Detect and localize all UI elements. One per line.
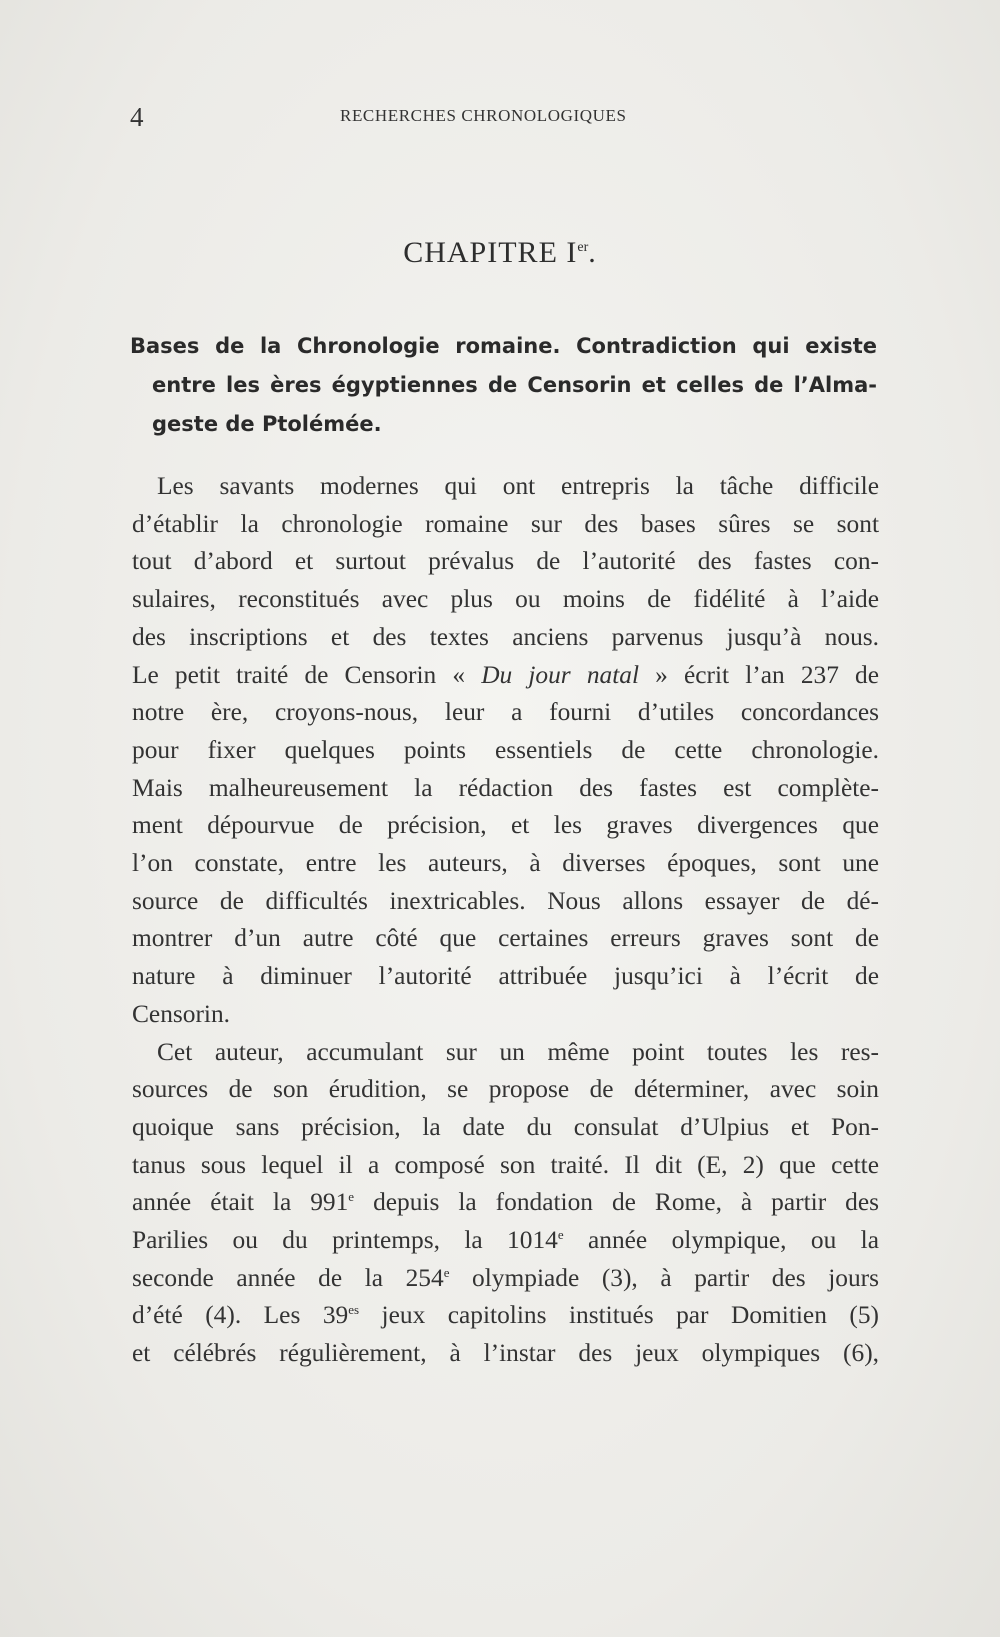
body-line: tanus sous lequel il a composé son traité. Il dit (E, 2) que cette bbox=[132, 1150, 879, 1179]
body-line: tout d’abord et surtout prévalus de l’autorité des fastes con- bbox=[132, 547, 879, 576]
summary-line: geste de Ptolémée. bbox=[152, 412, 382, 436]
body-line: nature à diminuer l’autorité attribuée jusqu’ici à l’écrit de bbox=[132, 962, 879, 991]
summary-line: Bases de la Chronologie romaine. Contradiction qui existe bbox=[130, 334, 877, 358]
body-text-segment: année était la 991 bbox=[132, 1188, 349, 1217]
page-number: 4 bbox=[130, 102, 144, 132]
body-line: Censorin. bbox=[132, 999, 231, 1028]
body-line: d’établir la chronologie romaine sur des bases sûres se sont bbox=[132, 509, 879, 538]
book-title-italic: Du jour natal bbox=[481, 660, 640, 689]
body-line: quoique sans précision, la date du consulat d’Ulpius et Pon- bbox=[132, 1112, 879, 1141]
page-header bbox=[130, 100, 880, 140]
body-line: ment dépourvue de précision, et les graves divergences que bbox=[132, 811, 879, 840]
body-line: source de difficultés inextricables. Nous allons essayer de dé- bbox=[132, 886, 879, 915]
body-line bbox=[132, 1260, 879, 1298]
body-line: et célébrés régulièrement, à l’instar des jeux olympiques (6), bbox=[132, 1339, 879, 1368]
body-line bbox=[132, 1297, 879, 1335]
body-text-segment: d’été (4). Les 39 bbox=[132, 1301, 349, 1330]
body-line bbox=[132, 1184, 879, 1222]
body-line: l’on constate, entre les auteurs, à diverses époques, sont une bbox=[132, 849, 879, 878]
chapter-summary bbox=[130, 327, 877, 444]
body-text-segment: Le petit traité de Censorin « bbox=[132, 660, 466, 689]
body-text-segment: olympiade (3), à partir des jours bbox=[449, 1263, 879, 1292]
body-text-segment: année olympique, ou la bbox=[563, 1226, 879, 1255]
body-text-segment: Parilies ou du printemps, la 1014 bbox=[132, 1226, 558, 1255]
body-line: sulaires, reconstitués avec plus ou moins de fidélité à l’aide bbox=[132, 585, 879, 614]
ordinal-superscript: es bbox=[348, 1302, 360, 1318]
body-line: pour fixer quelques points essentiels de cette chronologie. bbox=[132, 735, 879, 764]
body-text-segment: depuis la fondation de Rome, à partir des bbox=[354, 1188, 879, 1217]
chapter-title-superscript: er bbox=[577, 240, 589, 255]
body-line bbox=[132, 1222, 879, 1260]
body-line: sources de son érudition, se propose de déterminer, avec soin bbox=[132, 1075, 879, 1104]
body-line: montrer d’un autre côté que certaines erreurs graves sont de bbox=[132, 924, 879, 953]
chapter-title: CHAPITRE I bbox=[403, 236, 578, 269]
body-line: Mais malheureusement la rédaction des fastes est complète- bbox=[132, 773, 879, 802]
ordinal-superscript: e bbox=[348, 1189, 355, 1205]
body-line: Les savants modernes qui ont entrepris la tâche difficile bbox=[157, 472, 879, 500]
chapter-heading bbox=[0, 236, 1000, 270]
body-line: Cet auteur, accumulant sur un même point toutes les res- bbox=[157, 1037, 879, 1066]
body-text-segment: jeux capitolins institués par Domitien (5) bbox=[359, 1301, 879, 1330]
chapter-title-period: . bbox=[588, 236, 597, 269]
summary-line: entre les ères égyptiennes de Censorin et celles de l’Alma- bbox=[152, 373, 877, 397]
ordinal-superscript: e bbox=[443, 1264, 450, 1280]
body-line bbox=[132, 657, 879, 695]
body-text bbox=[132, 468, 879, 1373]
body-line: des inscriptions et des textes anciens parvenus jusqu’à nous. bbox=[132, 622, 879, 651]
body-text-segment: seconde année de la 254 bbox=[132, 1263, 444, 1292]
body-line: notre ère, croyons-nous, leur a fourni d’utiles concordances bbox=[132, 698, 879, 727]
body-text-segment: » écrit l’an 237 de bbox=[655, 660, 879, 689]
running-head: RECHERCHES CHRONOLOGIQUES bbox=[340, 106, 627, 125]
ordinal-superscript: e bbox=[557, 1227, 564, 1243]
